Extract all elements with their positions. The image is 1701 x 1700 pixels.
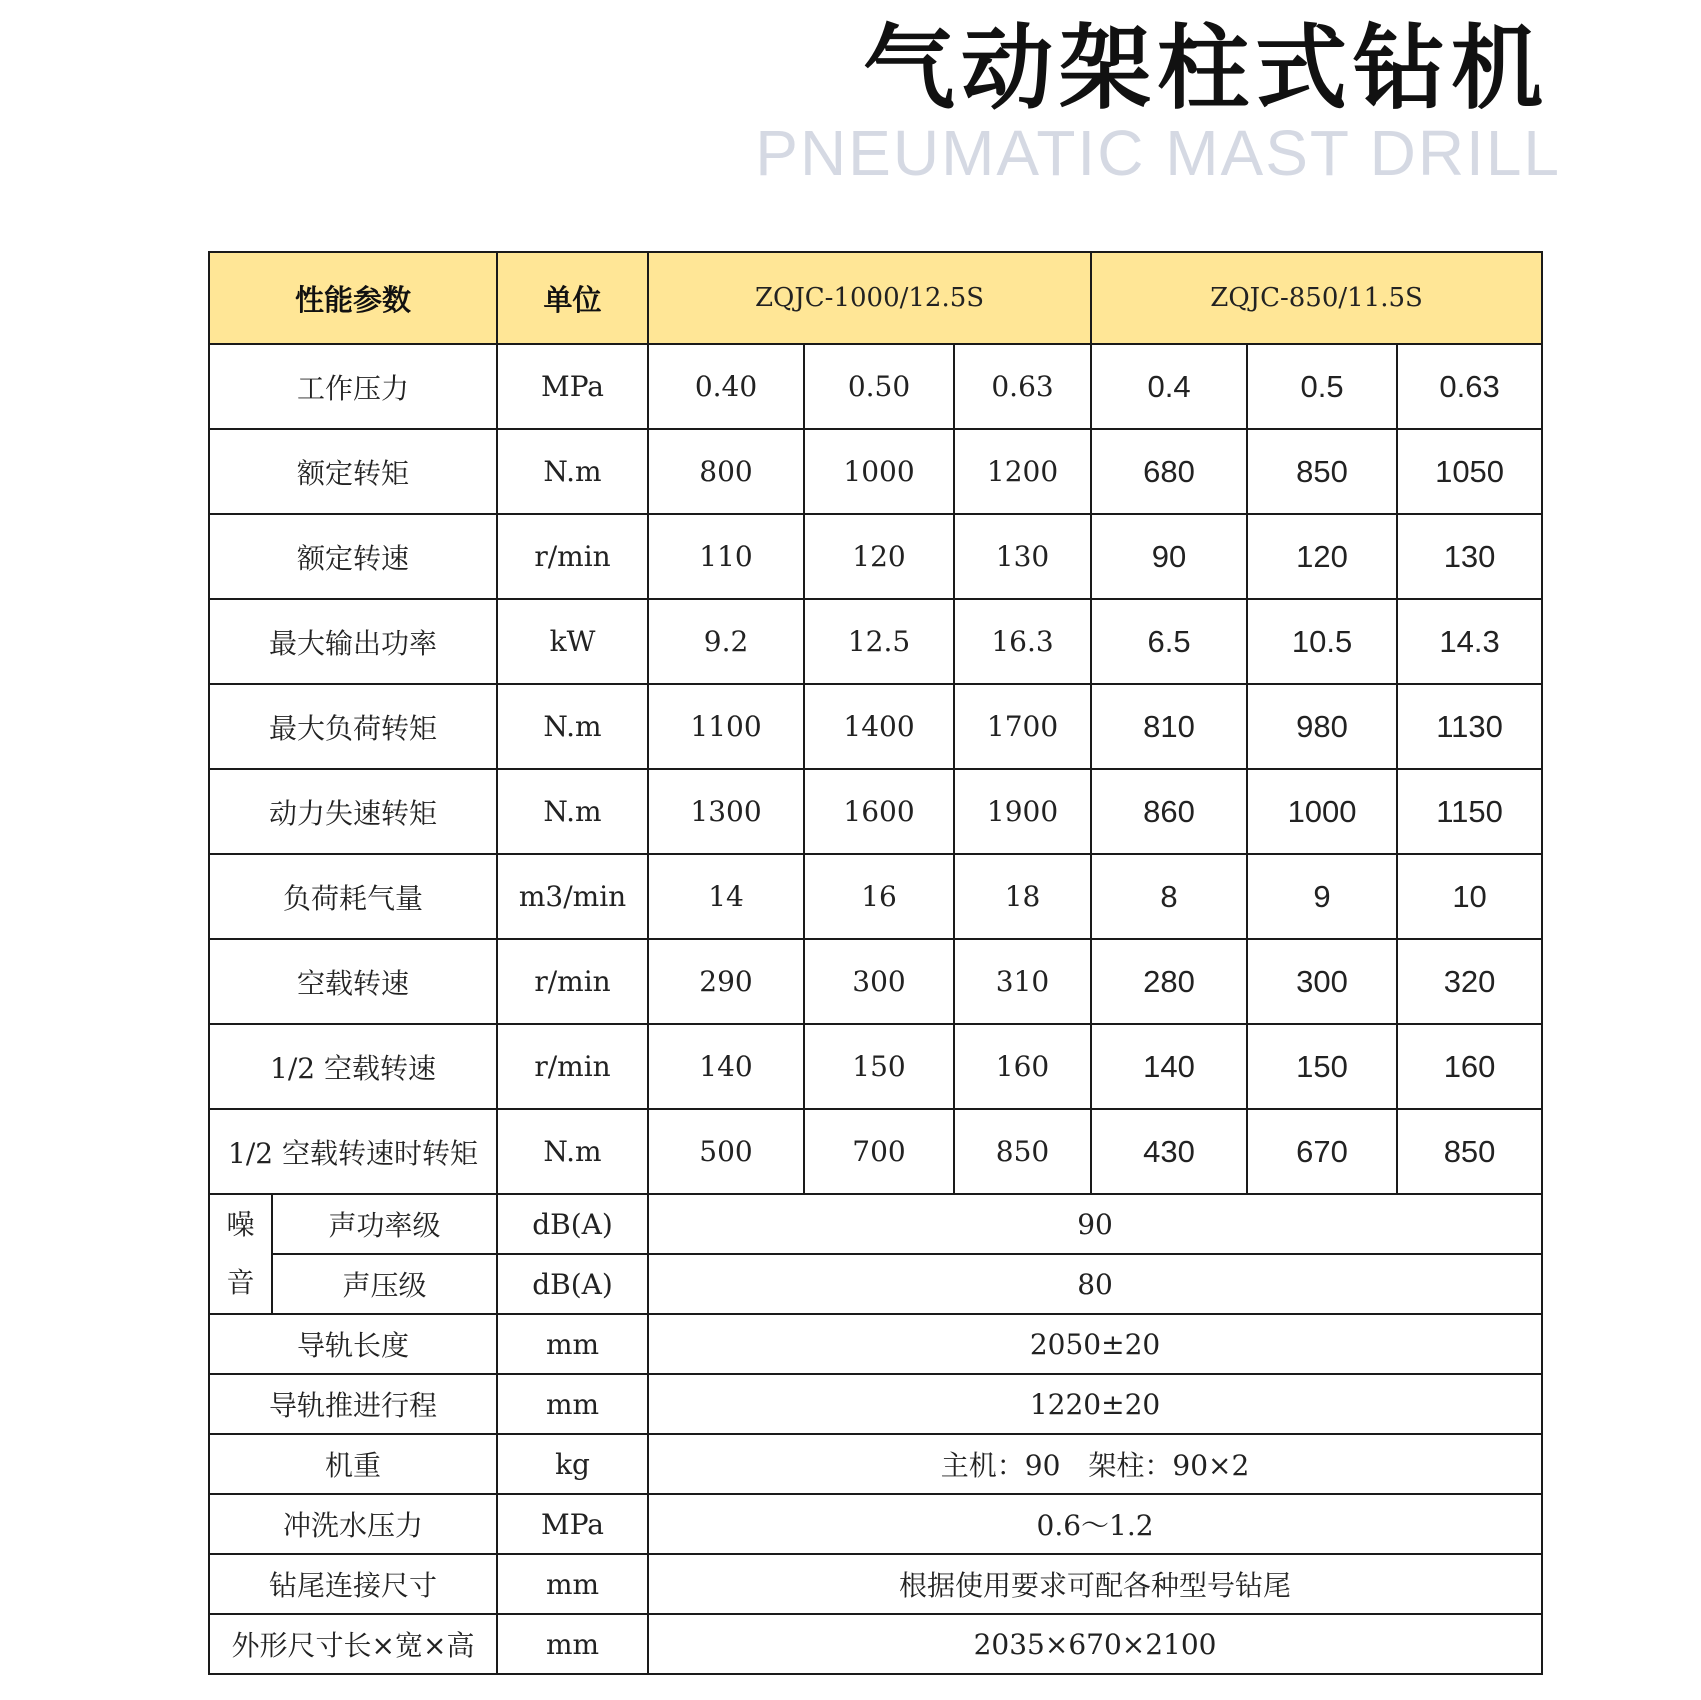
table-row <box>209 1494 1542 1554</box>
value-cell: 850 <box>1247 429 1397 514</box>
value-cell: 8 <box>1091 854 1247 939</box>
table-row <box>209 769 1542 854</box>
value-cell: 10.5 <box>1247 599 1397 684</box>
value-cell: 860 <box>1091 769 1247 854</box>
unit-cell: r/min <box>497 1024 648 1109</box>
value-cell: 320 <box>1397 939 1542 1024</box>
value-cell: 150 <box>1247 1024 1397 1109</box>
value-cell: 1220±20 <box>648 1374 1542 1434</box>
unit-cell: kW <box>497 599 648 684</box>
value-cell: 14.3 <box>1397 599 1542 684</box>
value-cell: 1100 <box>648 684 804 769</box>
value-cell: 300 <box>804 939 954 1024</box>
param-cell: 机重 <box>209 1434 497 1494</box>
unit-cell: MPa <box>497 344 648 429</box>
table-row <box>209 854 1542 939</box>
value-cell: 2035×670×2100 <box>648 1614 1542 1674</box>
value-cell: 1600 <box>804 769 954 854</box>
unit-cell: N.m <box>497 1109 648 1194</box>
table-row <box>209 514 1542 599</box>
unit-cell: dB(A) <box>497 1254 648 1314</box>
value-cell: 980 <box>1247 684 1397 769</box>
value-cell: 2050±20 <box>648 1314 1542 1374</box>
value-cell: 1700 <box>954 684 1091 769</box>
table-header-row <box>209 252 1542 344</box>
value-cell: 150 <box>804 1024 954 1109</box>
table-row <box>209 1194 1542 1254</box>
unit-cell: dB(A) <box>497 1194 648 1254</box>
value-cell: 130 <box>1397 514 1542 599</box>
header-param: 性能参数 <box>209 252 497 344</box>
param-cell: 1/2 空载转速时转矩 <box>209 1109 497 1194</box>
value-cell: 850 <box>1397 1109 1542 1194</box>
table-row <box>209 1254 1542 1314</box>
unit-cell: kg <box>497 1434 648 1494</box>
value-cell: 680 <box>1091 429 1247 514</box>
value-cell: 290 <box>648 939 804 1024</box>
unit-cell: mm <box>497 1314 648 1374</box>
value-cell: 9 <box>1247 854 1397 939</box>
value-cell: 0.6～1.2 <box>648 1494 1542 1554</box>
value-cell: 670 <box>1247 1109 1397 1194</box>
value-cell: 0.63 <box>1397 344 1542 429</box>
value-cell: 1900 <box>954 769 1091 854</box>
value-cell: 500 <box>648 1109 804 1194</box>
spec-table <box>208 251 1543 1675</box>
value-cell: 1150 <box>1397 769 1542 854</box>
value-cell: 16 <box>804 854 954 939</box>
value-cell: 1000 <box>804 429 954 514</box>
value-cell: 700 <box>804 1109 954 1194</box>
header-model-a: ZQJC-1000/12.5S <box>648 252 1091 344</box>
page-title: 气动架柱式钻机 <box>862 15 1549 122</box>
value-cell: 430 <box>1091 1109 1247 1194</box>
table-row <box>209 1314 1542 1374</box>
value-cell: 1000 <box>1247 769 1397 854</box>
unit-cell: N.m <box>497 769 648 854</box>
value-cell: 1300 <box>648 769 804 854</box>
value-cell: 120 <box>1247 514 1397 599</box>
unit-cell: mm <box>497 1614 648 1674</box>
value-cell: 0.5 <box>1247 344 1397 429</box>
value-cell: 1200 <box>954 429 1091 514</box>
value-cell: 140 <box>1091 1024 1247 1109</box>
value-cell: 0.40 <box>648 344 804 429</box>
value-cell: 6.5 <box>1091 599 1247 684</box>
value-cell: 160 <box>1397 1024 1542 1109</box>
unit-cell: m3/min <box>497 854 648 939</box>
value-cell: 110 <box>648 514 804 599</box>
value-cell: 18 <box>954 854 1091 939</box>
value-cell: 160 <box>954 1024 1091 1109</box>
param-cell: 最大负荷转矩 <box>209 684 497 769</box>
value-cell: 90 <box>1091 514 1247 599</box>
noise-group-label <box>209 1194 272 1314</box>
value-cell: 810 <box>1091 684 1247 769</box>
value-cell: 120 <box>804 514 954 599</box>
table-row <box>209 684 1542 769</box>
value-cell: 800 <box>648 429 804 514</box>
param-cell: 动力失速转矩 <box>209 769 497 854</box>
value-cell: 80 <box>648 1254 1542 1314</box>
param-cell: 空载转速 <box>209 939 497 1024</box>
value-cell: 0.50 <box>804 344 954 429</box>
value-cell: 根据使用要求可配各种型号钻尾 <box>648 1554 1542 1614</box>
param-cell: 钻尾连接尺寸 <box>209 1554 497 1614</box>
value-cell: 310 <box>954 939 1091 1024</box>
value-cell: 130 <box>954 514 1091 599</box>
header-model-b: ZQJC-850/11.5S <box>1091 252 1542 344</box>
value-cell: 1050 <box>1397 429 1542 514</box>
page-subtitle: PNEUMATIC MAST DRILL <box>755 117 1561 189</box>
value-cell: 300 <box>1247 939 1397 1024</box>
table-row <box>209 1614 1542 1674</box>
table-row <box>209 1434 1542 1494</box>
value-cell: 14 <box>648 854 804 939</box>
value-cell: 0.4 <box>1091 344 1247 429</box>
table-row <box>209 1109 1542 1194</box>
noise-label-char: 音 <box>226 1266 255 1299</box>
param-cell: 工作压力 <box>209 344 497 429</box>
param-cell: 额定转矩 <box>209 429 497 514</box>
unit-cell: N.m <box>497 684 648 769</box>
table-row <box>209 599 1542 684</box>
header-unit: 单位 <box>497 252 648 344</box>
value-cell: 9.2 <box>648 599 804 684</box>
param-cell: 最大输出功率 <box>209 599 497 684</box>
unit-cell: mm <box>497 1374 648 1434</box>
noise-label-char: 噪 <box>226 1208 255 1241</box>
param-cell: 导轨长度 <box>209 1314 497 1374</box>
unit-cell: mm <box>497 1554 648 1614</box>
param-cell: 额定转速 <box>209 514 497 599</box>
param-cell: 声功率级 <box>272 1194 497 1254</box>
param-cell: 导轨推进行程 <box>209 1374 497 1434</box>
table-row <box>209 1374 1542 1434</box>
param-cell: 1/2 空载转速 <box>209 1024 497 1109</box>
value-cell: 90 <box>648 1194 1542 1254</box>
unit-cell: MPa <box>497 1494 648 1554</box>
param-cell: 负荷耗气量 <box>209 854 497 939</box>
unit-cell: r/min <box>497 514 648 599</box>
param-cell: 冲洗水压力 <box>209 1494 497 1554</box>
param-cell: 声压级 <box>272 1254 497 1314</box>
value-cell: 主机：90 架柱：90×2 <box>648 1434 1542 1494</box>
value-cell: 1130 <box>1397 684 1542 769</box>
value-cell: 10 <box>1397 854 1542 939</box>
table-row <box>209 1024 1542 1109</box>
unit-cell: N.m <box>497 429 648 514</box>
value-cell: 280 <box>1091 939 1247 1024</box>
value-cell: 1400 <box>804 684 954 769</box>
table-row <box>209 1554 1542 1614</box>
value-cell: 0.63 <box>954 344 1091 429</box>
table-row <box>209 939 1542 1024</box>
unit-cell: r/min <box>497 939 648 1024</box>
value-cell: 12.5 <box>804 599 954 684</box>
table-row <box>209 429 1542 514</box>
value-cell: 850 <box>954 1109 1091 1194</box>
value-cell: 140 <box>648 1024 804 1109</box>
value-cell: 16.3 <box>954 599 1091 684</box>
param-cell: 外形尺寸长×宽×高 <box>209 1614 497 1674</box>
table-row <box>209 344 1542 429</box>
